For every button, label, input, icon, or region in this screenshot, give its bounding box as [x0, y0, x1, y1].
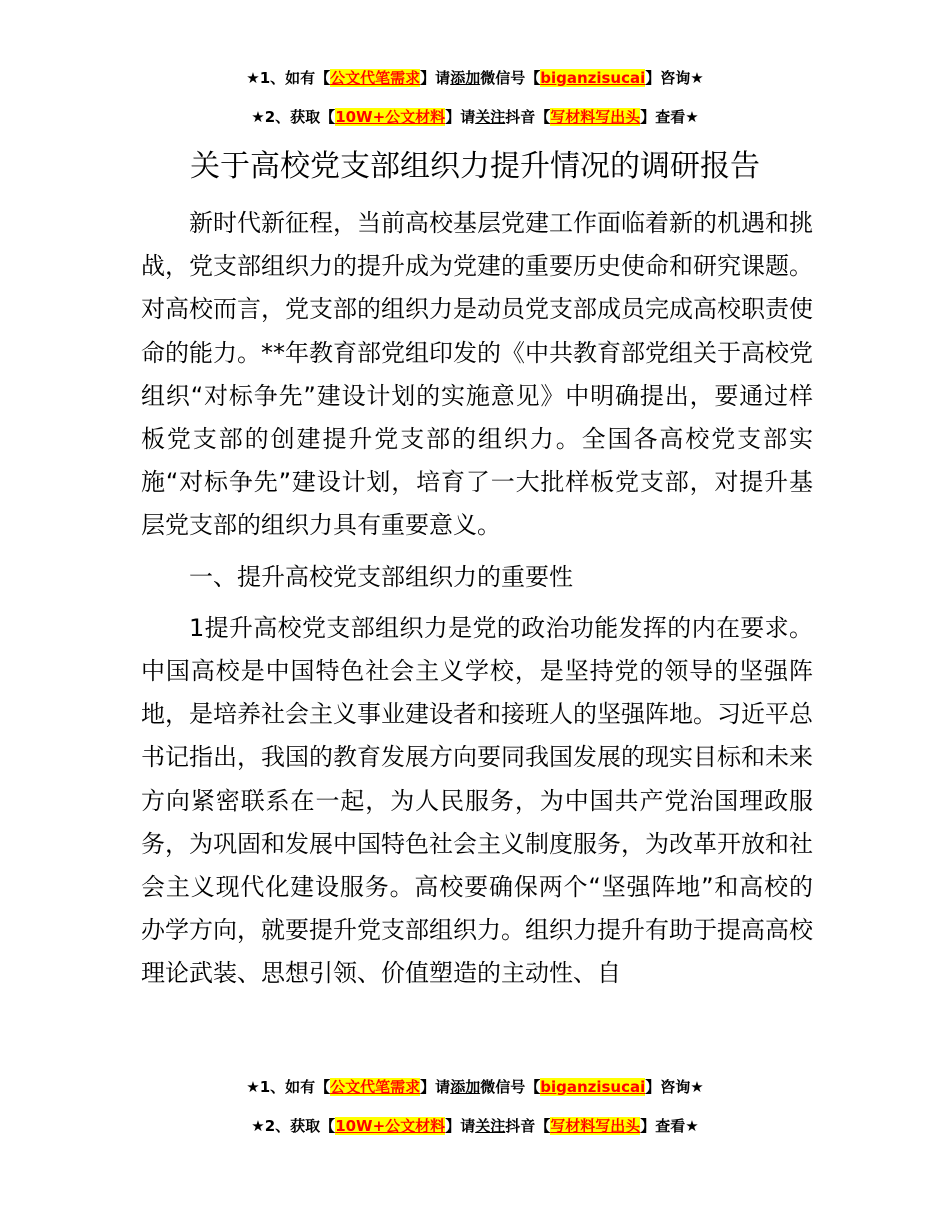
body-paragraph: 1提升高校党支部组织力是党的政治功能发挥的内在要求。中国高校是中国特色社会主义学校，是坚持党的领导的坚强阵地，是培养社会主义事业建设者和接班人的坚强阵地。习近平总书记指出，我国的教育发展方向要同我国发展的现实目标和未来方向紧密联系在一起，为人民服务，为中国共产党治国理政服务，为巩固和发展中国特色社会主义制度服务，为改革开放和社会主义现代化建设服务。高校要确保两个“坚强阵地”和高校的办学方向，就要提升党支部组织力。组织力提升有助于提高高校理论武装、思想引领、价值塑造的主动性、自 [141, 613, 813, 988]
header-banner-line-1 [0, 68, 950, 88]
banner-text: 抖音【 [505, 108, 551, 126]
banner-underline: 添加 [450, 1078, 481, 1096]
banner-highlight: 10W+公文材料 [335, 1117, 446, 1135]
banner-text: 抖音【 [505, 1117, 551, 1135]
banner-highlight: 写材料写出头 [550, 1117, 641, 1135]
banner-highlight: 公文代笔需求 [330, 1078, 421, 1096]
body-paragraph: 新时代新征程，当前高校基层党建工作面临着新的机遇和挑战，党支部组织力的提升成为党建的重要历史使命和研究课题。对高校而言，党支部的组织力是动员党支部成员完成高校职责使命的能力。**年教育部党组印发的《中共教育部党组关于高校党组织“对标争先”建设计划的实施意见》中明确提出，要通过样板党支部的创建提升党支部的组织力。全国各高校党支部实施“对标争先”建设计划，培育了一大批样板党支部，对提升基层党支部的组织力具有重要意义。 [141, 209, 813, 540]
banner-text: ★2、获取【 [251, 1117, 336, 1135]
banner-text: 】请 [445, 1117, 476, 1135]
banner-highlight: 10W+公文材料 [335, 108, 446, 126]
banner-text: ★1、如有【 [246, 1078, 331, 1096]
footer-banner-line-1 [0, 1077, 950, 1097]
footer-banner-line-2 [0, 1116, 950, 1136]
banner-text: 微信号【 [480, 1078, 541, 1096]
banner-text: 】查看★ [640, 1117, 699, 1135]
banner-text: 】请 [420, 1078, 451, 1096]
banner-text: 】请 [445, 108, 476, 126]
banner-text: ★1、如有【 [246, 69, 331, 87]
banner-text: 】请 [420, 69, 451, 87]
section-heading: 一、提升高校党支部组织力的重要性 [189, 562, 573, 591]
document-body [141, 202, 813, 1004]
banner-text: 】查看★ [640, 108, 699, 126]
banner-underline: 关注 [475, 108, 506, 126]
document-title: 关于高校党支部组织力提升情况的调研报告 [190, 149, 760, 184]
banner-underline: 添加 [450, 69, 481, 87]
header-banner-line-2 [0, 107, 950, 127]
banner-underline: 关注 [475, 1117, 506, 1135]
banner-highlight: 公文代笔需求 [330, 69, 421, 87]
banner-text: ★2、获取【 [251, 108, 336, 126]
banner-text: 】咨询★ [645, 1078, 704, 1096]
banner-highlight: biganzisucai [540, 1078, 646, 1096]
banner-text: 微信号【 [480, 69, 541, 87]
banner-text: 】咨询★ [645, 69, 704, 87]
banner-highlight: 写材料写出头 [550, 108, 641, 126]
banner-highlight: biganzisucai [540, 69, 646, 87]
